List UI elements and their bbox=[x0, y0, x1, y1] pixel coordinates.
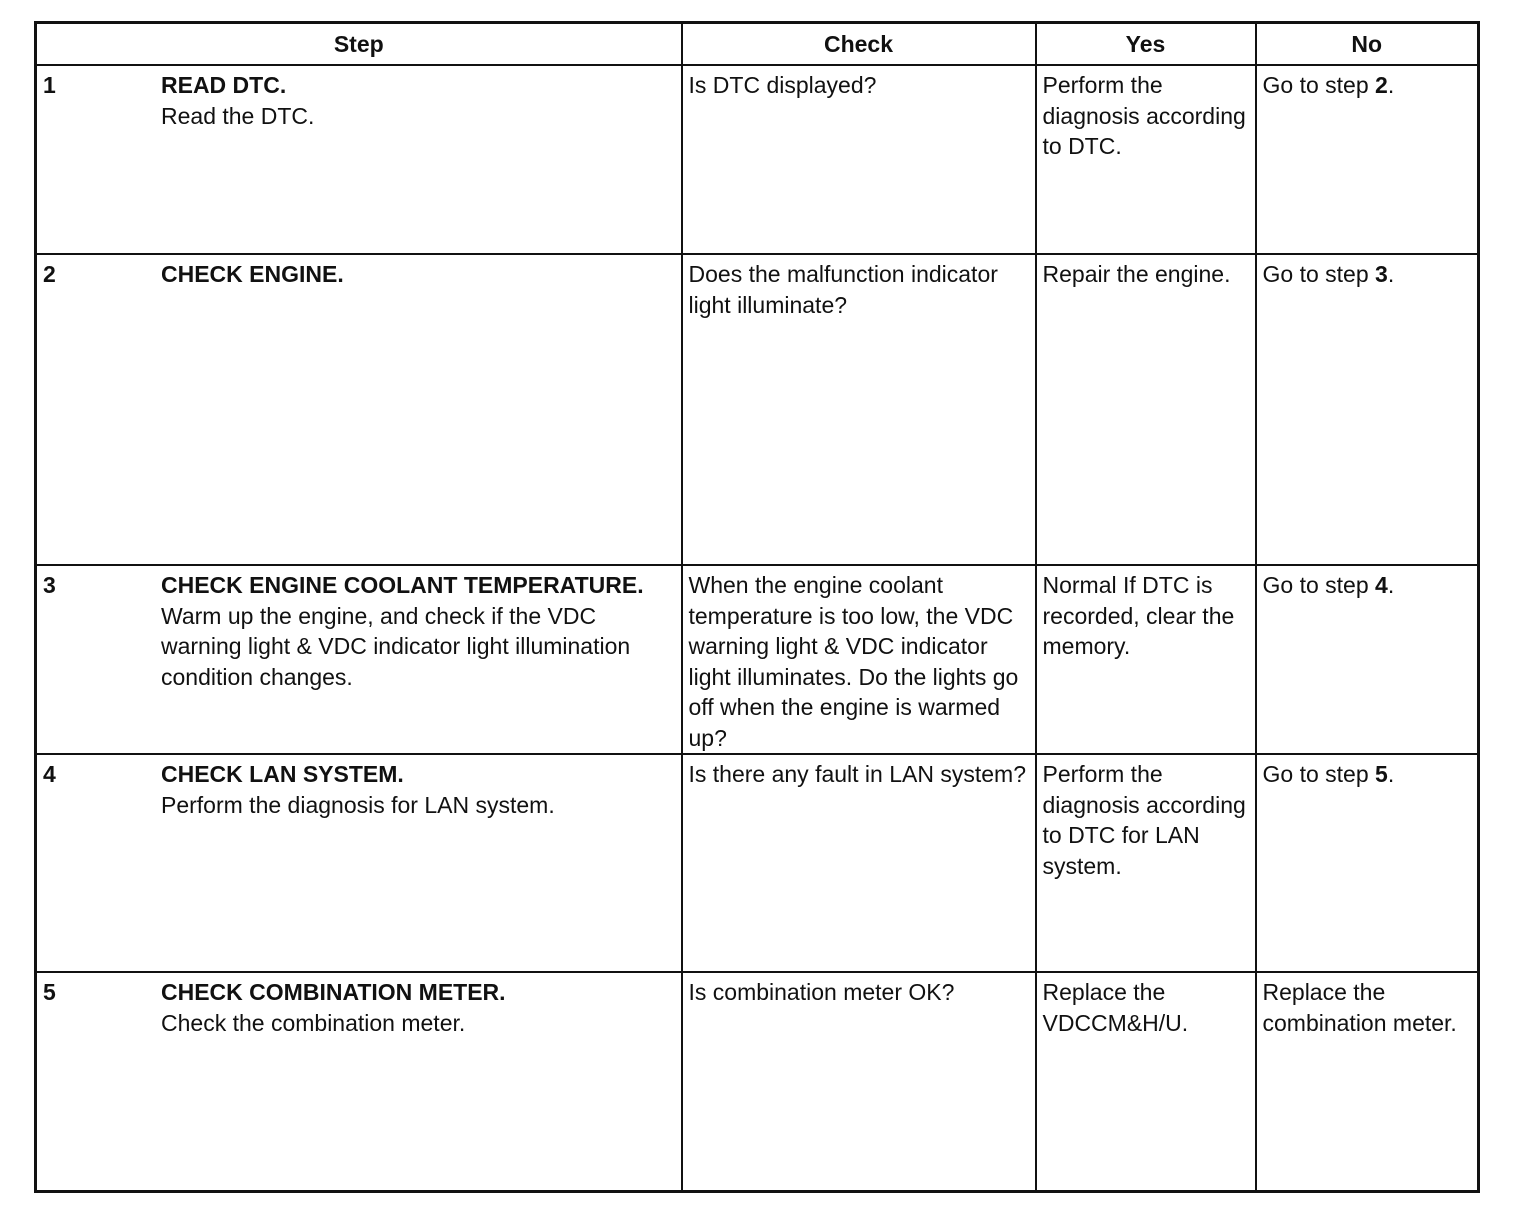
diagnosis-table bbox=[34, 21, 1480, 1193]
yes-cell: Repair the engine. bbox=[1036, 254, 1256, 565]
step-number: 2 bbox=[43, 261, 56, 287]
table-row bbox=[36, 254, 1479, 565]
no-cell bbox=[1256, 65, 1479, 254]
step-title: CHECK COMBINATION METER. bbox=[161, 979, 506, 1005]
no-suffix: . bbox=[1387, 72, 1395, 98]
no-text: Go to step bbox=[1262, 72, 1376, 98]
check-cell: Does the malfunction indicator light illuminate? bbox=[682, 254, 1036, 565]
header-no: No bbox=[1256, 23, 1479, 66]
no-suffix: . bbox=[1387, 261, 1395, 287]
step-number: 4 bbox=[43, 761, 56, 787]
no-suffix: . bbox=[1387, 761, 1395, 787]
yes-cell: Perform the diagnosis according to DTC for LAN system. bbox=[1036, 754, 1256, 972]
no-cell bbox=[1256, 254, 1479, 565]
step-detail: Perform the diagnosis for LAN system. bbox=[161, 791, 555, 818]
step-number: 5 bbox=[43, 979, 56, 1005]
check-cell: Is DTC displayed? bbox=[682, 65, 1036, 254]
table-row bbox=[36, 65, 1479, 254]
step-cell bbox=[36, 972, 682, 1192]
no-text: Go to step bbox=[1262, 572, 1376, 598]
no-suffix: . bbox=[1387, 572, 1395, 598]
step-detail: Warm up the engine, and check if the VDC warning light & VDC indicator light illumination condition changes. bbox=[161, 602, 631, 690]
no-step-ref: 5 bbox=[1375, 761, 1388, 787]
step-title: READ DTC. bbox=[161, 72, 287, 98]
step-detail: Read the DTC. bbox=[161, 102, 315, 129]
no-cell bbox=[1256, 754, 1479, 972]
step-title: CHECK LAN SYSTEM. bbox=[161, 761, 404, 787]
check-cell: When the engine coolant temperature is too low, the VDC warning light & VDC indicator light illuminates. Do the lights go off when the engine is warmed up? bbox=[682, 565, 1036, 754]
no-step-ref: 2 bbox=[1375, 72, 1388, 98]
no-cell bbox=[1256, 972, 1479, 1192]
step-number: 3 bbox=[43, 572, 56, 598]
step-cell bbox=[36, 65, 682, 254]
table-row bbox=[36, 972, 1479, 1192]
no-cell bbox=[1256, 565, 1479, 754]
header-step: Step bbox=[36, 23, 682, 66]
step-detail: Check the combination meter. bbox=[161, 1009, 466, 1036]
header-row bbox=[36, 23, 1479, 66]
table-row bbox=[36, 754, 1479, 972]
step-cell bbox=[36, 254, 682, 565]
step-number: 1 bbox=[43, 72, 56, 98]
no-step-ref: 3 bbox=[1375, 261, 1388, 287]
step-cell bbox=[36, 565, 682, 754]
yes-cell: Replace the VDCCM&H/U. bbox=[1036, 972, 1256, 1192]
yes-cell: Perform the diagnosis according to DTC. bbox=[1036, 65, 1256, 254]
header-yes: Yes bbox=[1036, 23, 1256, 66]
step-cell bbox=[36, 754, 682, 972]
no-text: Go to step bbox=[1262, 761, 1376, 787]
no-text: Go to step bbox=[1262, 261, 1376, 287]
no-text: Replace the combination meter. bbox=[1262, 979, 1457, 1036]
no-step-ref: 4 bbox=[1375, 572, 1388, 598]
step-title: CHECK ENGINE. bbox=[161, 261, 344, 287]
yes-cell: Normal If DTC is recorded, clear the memory. bbox=[1036, 565, 1256, 754]
step-title: CHECK ENGINE COOLANT TEMPERATURE. bbox=[161, 572, 644, 598]
check-cell: Is combination meter OK? bbox=[682, 972, 1036, 1192]
header-check: Check bbox=[682, 23, 1036, 66]
table-row bbox=[36, 565, 1479, 754]
check-cell: Is there any fault in LAN system? bbox=[682, 754, 1036, 972]
